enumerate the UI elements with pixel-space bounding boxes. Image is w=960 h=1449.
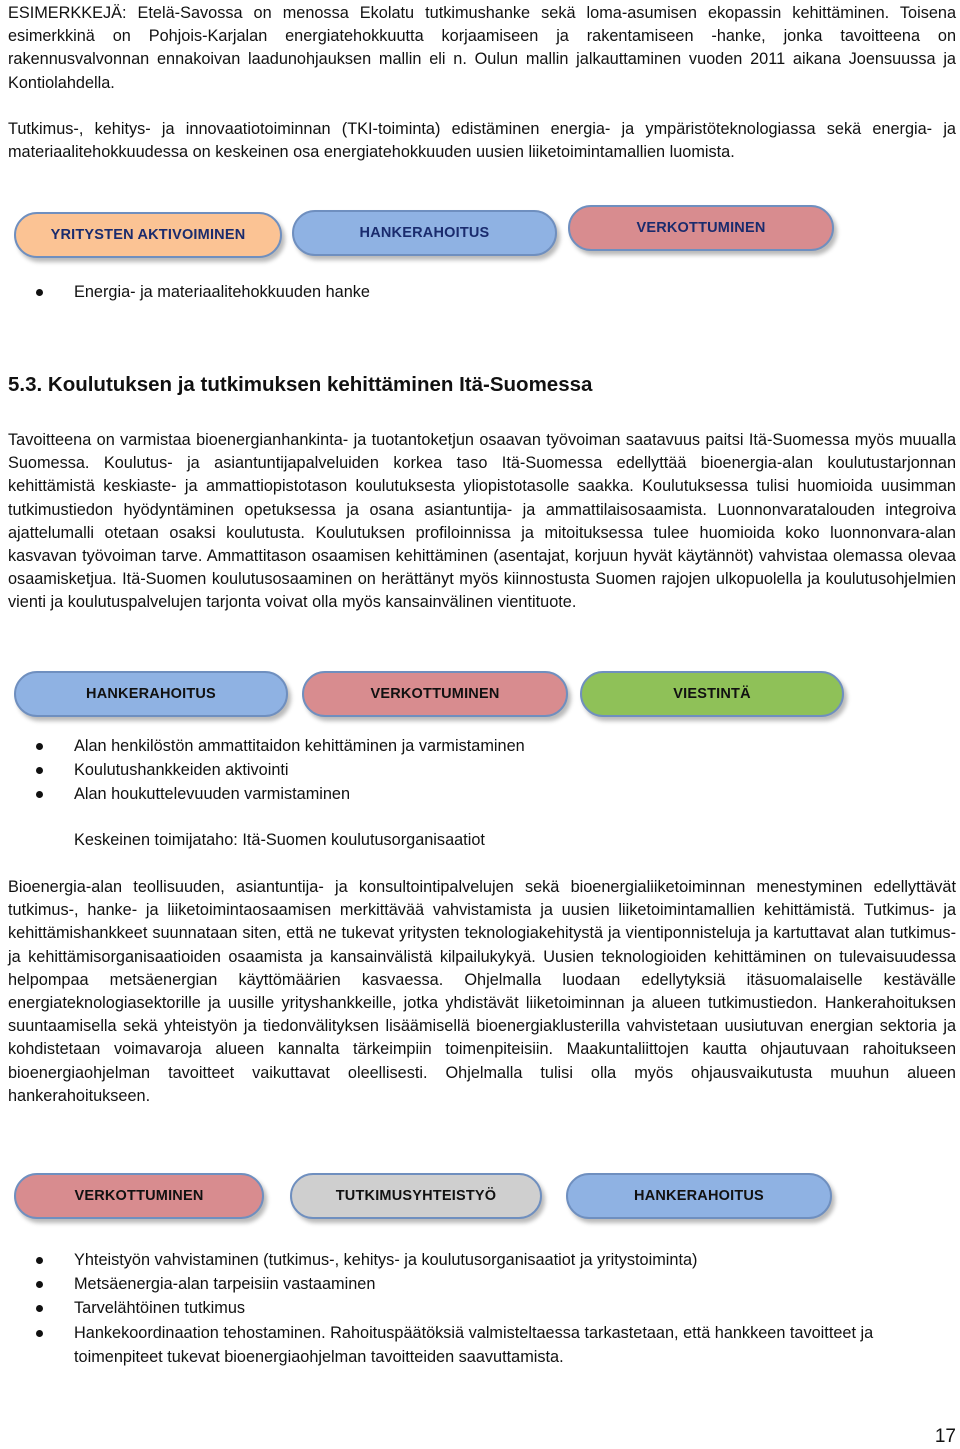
- section-heading: 5.3. Koulutuksen ja tutkimuksen kehittäminen Itä-Suomessa: [8, 373, 593, 396]
- pill-viestinta: VIESTINTÄ: [580, 671, 844, 717]
- tki-paragraph: Tutkimus-, kehitys- ja innovaatiotoiminnan (TKI-toiminta) edistäminen energia- ja ympäristöteknologiassa sekä energia- ja materiaalitehokkuudessa on keskeinen osa energiatehokkuuden uusien liiketoimintamallien luomista.: [8, 120, 956, 162]
- list-item: [28, 1272, 936, 1296]
- pill-hankerahoitus: HANKERAHOITUS: [14, 671, 288, 717]
- section-paragraph: Tavoitteena on varmistaa bioenergianhankinta- ja tuotantoketjun osaavan työvoiman saatavuus paitsi Itä-Suomessa myös muualla Suomessa. Koulutus- ja asiantuntijapalveluiden korkea taso Itä-Suomessa edellyttää bioenergia-alan koulutustarjonnan kehittämistä keskiaste- ja ammattiopistotason koulutuksesta yliopistotasolle saakka. Koulutuksessa tulisi huomioida uusimman tutkimustiedon hyödyntäminen opetuksessa ja osana asiantuntija- ja ammattilaisosaamista. Luonnonvaratalouden integroiva ajattelumalli otetaan osaksi koulutusta. Koulutuksen profiloinnissa ja mitoituksessa tulee huomioida koko luonnonvara-alan kasvavan työvoiman tarve. Ammattitason osaamisen kehittäminen (asentajat, korjuun hyvät käytännöt) vahvistaa olemassa olevaa osaamisketjua. Itä-Suomen koulutusosaaminen on herättänyt myös kiinnostusta Suomen rajojen ulkopuolella ja koulutusohjelmien vienti ja koulutuspalvelujen tarjonta voivat olla myös kansainvälinen vientituote.: [8, 431, 956, 612]
- bio-paragraph: Bioenergia-alan teollisuuden, asiantuntija- ja konsultointipalvelujen sekä bioenergialiiketoiminnan menestyminen edellyttävät tutkimus-, hanke- ja liiketoimintaosaamisen merkittävää vahvistamista ja uusien liiketoimintamallien kehittämistä. Tutkimus- ja kehittämishankkeet suunnataan siten, että ne tukevat yritysten teknologiakehitystä ja vientiponnisteluja ja kartuttavat alan tutkimus- ja kehittämisorganisaatioiden osaamista ja kansainvälistä kilpailukykyä. Uusien teknologioiden kehittäminen on tulevaisuudessa helpompaa metsäenergian käyttömäärien kasvaessa. Ohjelmalla luodaan edellytyksiä itäsuomalaiselle kestävälle energiateknologiasektorille ja uusille yrityshankkeille, jotka yhdistävät liiketoiminnan ja alueen tutkimustiedon. Hankerahoituksen suuntaamisella sekä yhteistyön ja tiedonvälityksen lisäämisellä bioenergiaklusterilla vahvistetaan uusiutuvan energian sektoria ja kohdistetaan voimavaroja alueen kannalta tärkeimpiin toimenpiteisiin. Maakuntaliittojen kautta ohjautuvaan rahoitukseen bioenergiaohjelman tavoitteet vaikuttavat oleellisesti. Ohjelmalla tulisi olla myös ohjausvaikutusta muuhun alueen hankerahoitukseen.: [8, 878, 956, 1105]
- list-item: [28, 280, 370, 304]
- bullet-icon: [36, 1305, 43, 1312]
- list-item: [28, 1248, 936, 1272]
- example-paragraph: ESIMERKKEJÄ: Etelä-Savossa on menossa Ekolatu tutkimushanke sekä loma-asumisen ekopassin kehittäminen. Toisena esimerkkinä on Pohjois-Karjalan energiatehokkuutta korjaamiseen ja rakentamiseen -hanke, jonka tavoitteena on rakennusvalvonnan ennakoivan laadunohjauksen mallin eli n. Oulun mallin jalkauttaminen vuoden 2011 aikana Joensuussa ja Kontiolahdella.: [8, 4, 956, 92]
- list-item-text: Koulutushankkeiden aktivointi: [74, 761, 289, 780]
- list-item: [28, 1321, 936, 1369]
- group1-bullet-list: [28, 280, 370, 304]
- bullet-icon: [36, 791, 43, 798]
- list-item: [28, 782, 525, 806]
- list-item: [28, 1296, 936, 1320]
- key-actor-text: Keskeinen toimijataho: Itä-Suomen koulutusorganisaatiot: [74, 831, 485, 849]
- pill-verkottuminen: VERKOTTUMINEN: [302, 671, 568, 717]
- list-item-text: Hankekoordinaation tehostaminen. Rahoituspäätöksiä valmisteltaessa tarkastetaan, että hankkeen tavoitteet ja toimenpiteet tukevat bioenergiaohjelman tavoitteiden saavuttamista.: [74, 1323, 874, 1366]
- page-number: 17: [934, 1426, 956, 1447]
- group3-bullet-list: [28, 1248, 936, 1369]
- pill-hankerahoitus: HANKERAHOITUS: [566, 1173, 832, 1219]
- list-item-text: Tarvelähtöinen tutkimus: [74, 1299, 246, 1318]
- list-item: [28, 734, 525, 758]
- bullet-icon: [36, 1257, 43, 1264]
- pill-yritysten-aktivoiminen: YRITYSTEN AKTIVOIMINEN: [14, 212, 282, 258]
- bullet-icon: [36, 1281, 43, 1288]
- bullet-icon: [36, 743, 43, 750]
- bullet-icon: [36, 1330, 43, 1337]
- bullet-icon: [36, 289, 43, 296]
- list-item-text: Metsäenergia-alan tarpeisiin vastaaminen: [74, 1275, 376, 1294]
- pill-verkottuminen: VERKOTTUMINEN: [14, 1173, 264, 1219]
- bullet-icon: [36, 767, 43, 774]
- list-item-text: Yhteistyön vahvistaminen (tutkimus-, kehitys- ja koulutusorganisaatiot ja yritystoiminta): [74, 1251, 698, 1269]
- list-item-text: Energia- ja materiaalitehokkuuden hanke: [74, 283, 370, 301]
- group2-bullet-list: [28, 734, 525, 807]
- list-item: [28, 758, 525, 782]
- pill-verkottuminen: VERKOTTUMINEN: [568, 205, 834, 251]
- list-item-text: Alan henkilöstön ammattitaidon kehittäminen ja varmistaminen: [74, 737, 525, 755]
- pill-hankerahoitus: HANKERAHOITUS: [292, 210, 557, 256]
- pill-tutkimusyhteistyo: TUTKIMUSYHTEISTYÖ: [290, 1173, 542, 1219]
- list-item-text: Alan houkuttelevuuden varmistaminen: [74, 785, 351, 804]
